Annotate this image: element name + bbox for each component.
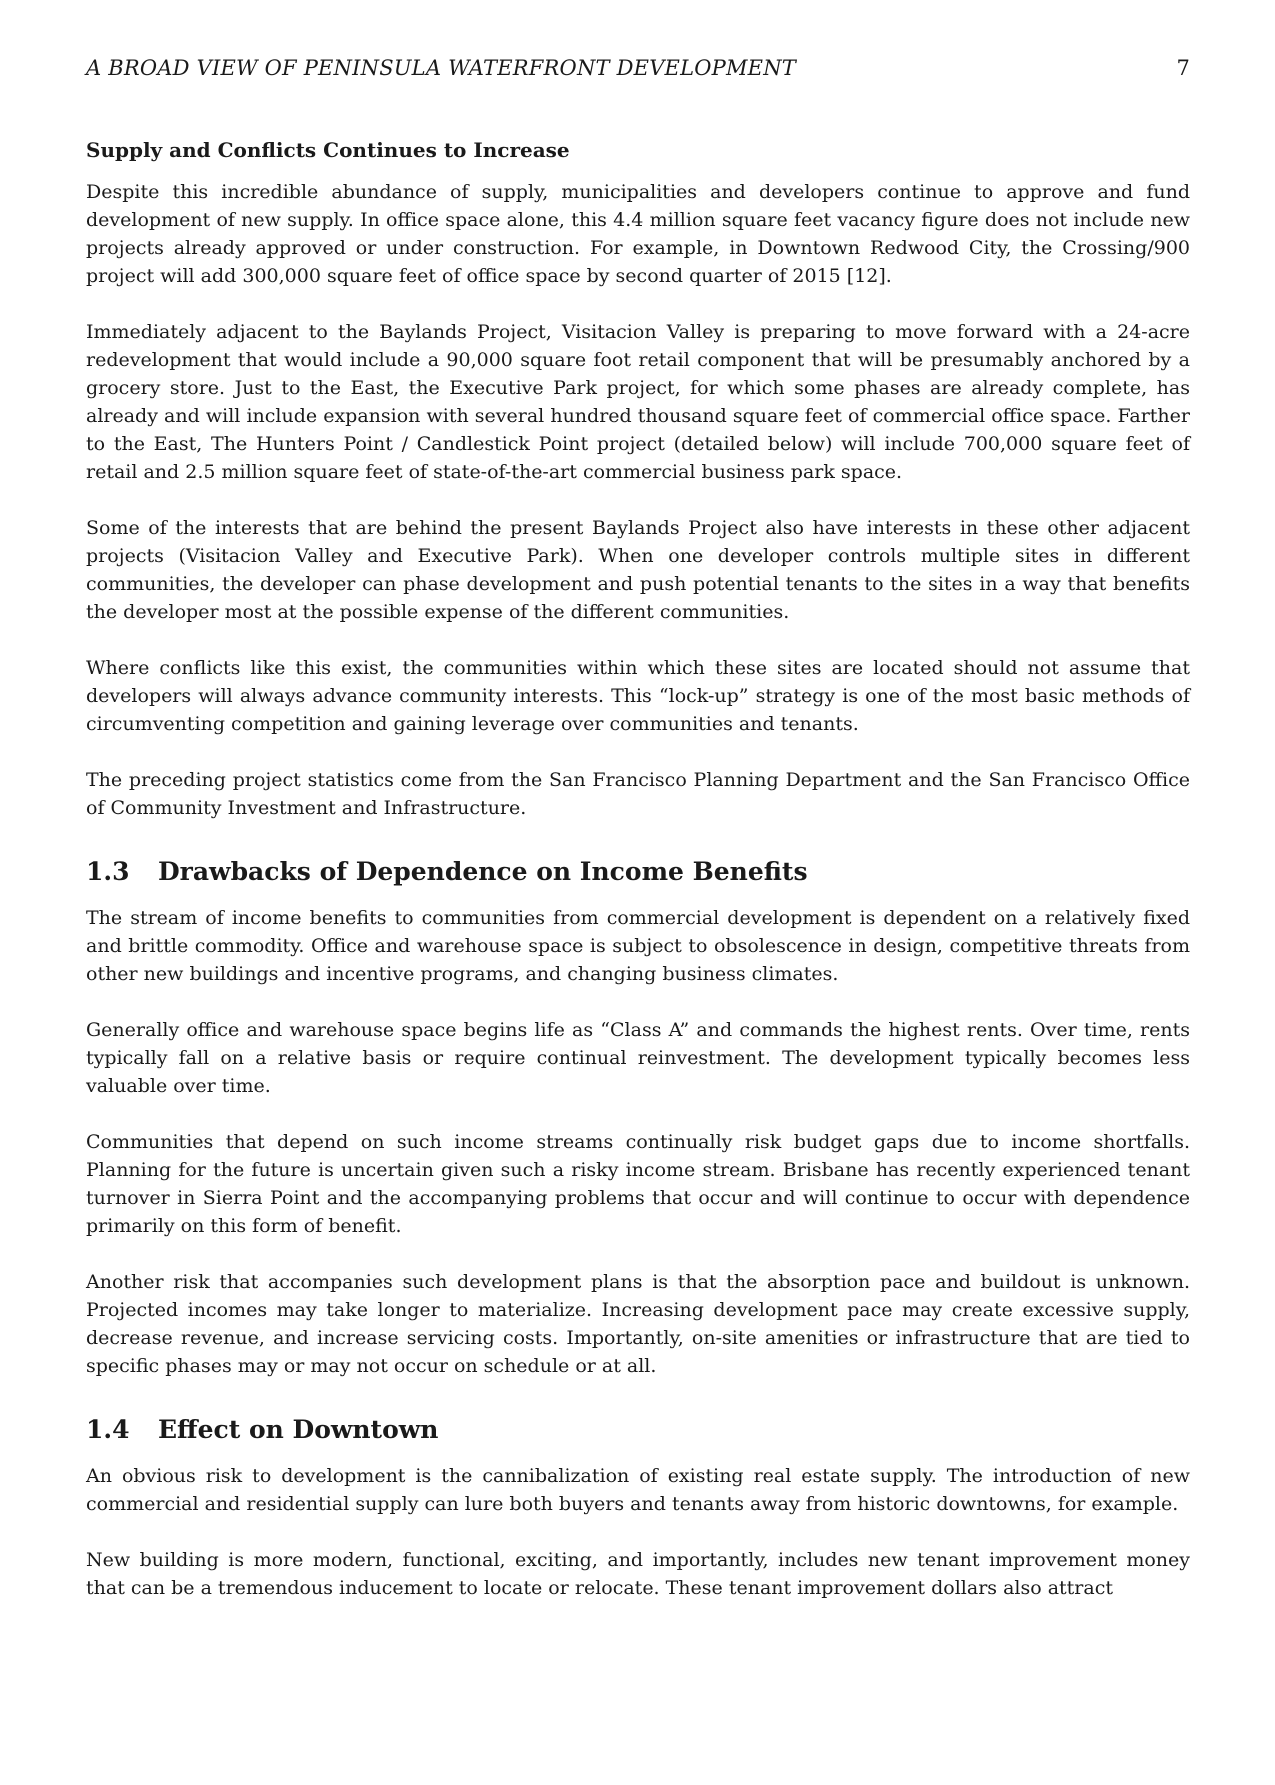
paragraph: Communities that depend on such income streams continually risk budget gaps due to income shortfalls. Planning for the future is uncertain given such a risky income stream. Brisbane has recently experienced tenant turnover in Sierra Point and the accompanying problems that occur and will continue to occur with dependence primarily on this form of benefit. — [86, 1131, 1190, 1237]
paragraph: Another risk that accompanies such development plans is that the absorption pace and buildout is unknown. Projected incomes may take longer to materialize. Increasing development pace may create excessive supply, decrease revenue, and increase servicing costs. Importantly, on-site amenities or infrastructure that are tied to specific phases may or may not occur on schedule or at all. — [86, 1271, 1190, 1377]
section-number: 1.3 — [86, 857, 130, 886]
section-heading-1-3 — [86, 856, 1190, 888]
paragraph: Despite this incredible abundance of supply, municipalities and developers continue to approve and fund development of new supply. In office space alone, this 4.4 million square feet vacancy figure does not include new projects already approved or under construction. For example, in Downtown Redwood City, the Crossing/900 project will add 300,000 square feet of office space by second quarter of 2015 [12]. — [86, 181, 1190, 287]
paragraph: The stream of income benefits to communities from commercial development is dependent on a relatively fixed and brittle commodity. Office and warehouse space is subject to obsolescence in design, competitive threats from other new buildings and incentive programs, and changing business climates. — [86, 907, 1190, 985]
section-title: Effect on Downtown — [158, 1415, 439, 1444]
section-number: 1.4 — [86, 1415, 130, 1444]
paragraph: Generally office and warehouse space begins life as “Class A” and commands the highest rents. Over time, rents typically fall on a relative basis or require continual reinvestment. The development typically becomes less valuable over time. — [86, 1019, 1190, 1097]
paragraph-heading-supply: Supply and Conflicts Continues to Increase — [86, 138, 570, 162]
paragraph: An obvious risk to development is the cannibalization of existing real estate supply. The introduction of new commercial and residential supply can lure both buyers and tenants away from historic downtowns, for example. — [86, 1465, 1190, 1515]
main-content — [86, 136, 1190, 1630]
section-title: Drawbacks of Dependence on Income Benefits — [158, 857, 808, 886]
paragraph: Immediately adjacent to the Baylands Project, Visitacion Valley is preparing to move forward with a 24-acre redevelopment that would include a 90,000 square foot retail component that will be presumably anchored by a grocery store. Just to the East, the Executive Park project, for which some phases are already complete, has already and will include expansion with several hundred thousand square feet of commercial office space. Farther to the East, The Hunters Point / Candlestick Point project (detailed below) will include 700,000 square feet of retail and 2.5 million square feet of state-of-the-art commercial business park space. — [86, 321, 1190, 483]
running-header-title: A BROAD VIEW OF PENINSULA WATERFRONT DEVELOPMENT — [86, 56, 796, 80]
section-heading-1-4 — [86, 1414, 1190, 1446]
paragraph: Some of the interests that are behind the present Baylands Project also have interests in these other adjacent projects (Visitacion Valley and Executive Park). When one developer controls multiple sites in different communities, the developer can phase development and push potential tenants to the sites in a way that benefits the developer most at the possible expense of the different communities. — [86, 517, 1190, 623]
paragraph: Where conflicts like this exist, the communities within which these sites are located should not assume that developers will always advance community interests. This “lock-up” strategy is one of the most basic methods of circumventing competition and gaining leverage over communities and tenants. — [86, 657, 1190, 735]
running-header — [86, 56, 1190, 80]
page-number: 7 — [1176, 56, 1190, 80]
paragraph: New building is more modern, functional, exciting, and importantly, includes new tenant improvement money that can be a tremendous inducement to locate or relocate. These tenant improvement dollars also attract — [86, 1549, 1190, 1599]
paragraph: The preceding project statistics come from the San Francisco Planning Department and the San Francisco Office of Community Investment and Infrastructure. — [86, 769, 1190, 819]
